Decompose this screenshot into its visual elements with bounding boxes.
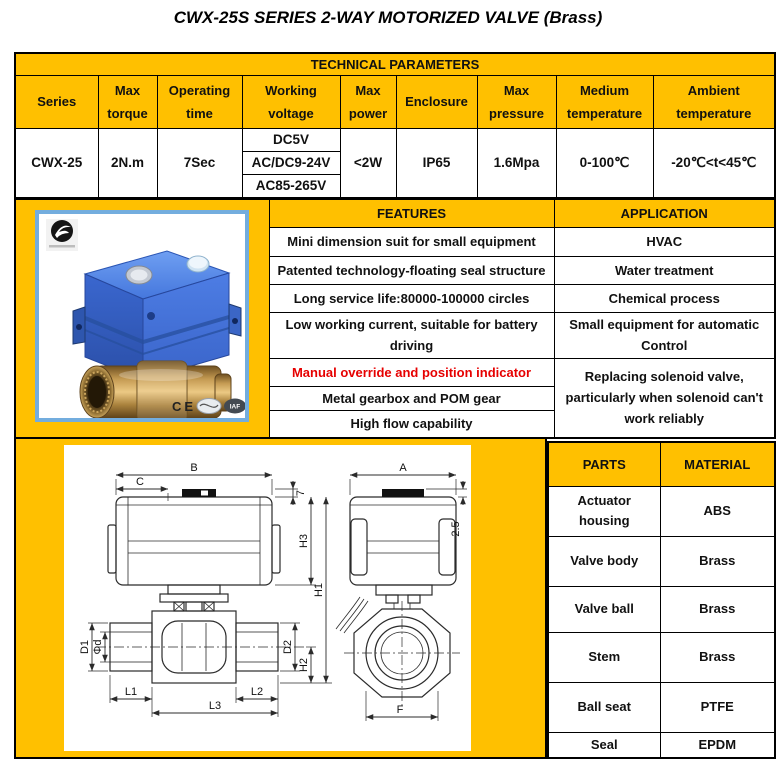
- technical-parameters-table: [14, 52, 776, 199]
- product-photo-cell: [15, 199, 269, 438]
- dim-label-c: C: [136, 476, 144, 488]
- material-cell: ABS: [660, 486, 775, 536]
- part-cell: Stem: [548, 632, 660, 682]
- dim-label-h2: H2: [298, 657, 310, 673]
- col-header-series: Series: [15, 75, 98, 128]
- col-header-max-pressure: Max pressure: [477, 75, 556, 128]
- dim-label-7: 7: [295, 489, 307, 497]
- material-cell: Brass: [660, 632, 775, 682]
- part-cell: Ball seat: [548, 682, 660, 732]
- material-cell: EPDM: [660, 732, 775, 758]
- material-cell: PTFE: [660, 682, 775, 732]
- dim-label-2-5: 2.5: [450, 521, 462, 537]
- brand-logo-icon: [46, 219, 78, 251]
- features-header: FEATURES: [269, 199, 554, 227]
- cell-operating-time: 7Sec: [157, 128, 242, 198]
- material-header: MATERIAL: [660, 442, 775, 486]
- col-header-working-voltage: Working voltage: [242, 75, 340, 128]
- parts-header: PARTS: [548, 442, 660, 486]
- iaf-mark-label: IAF: [230, 403, 241, 411]
- dim-label-a: A: [399, 462, 407, 474]
- tech-params-header: TECHNICAL PARAMETERS: [15, 53, 775, 75]
- col-header-max-power: Max power: [340, 75, 396, 128]
- cell-ambient-temperature: -20℃<t<45℃: [653, 128, 775, 198]
- dim-label-l3: L3: [208, 700, 222, 712]
- dim-label-l1: L1: [124, 686, 138, 698]
- valve-photo-graphic: [39, 214, 245, 418]
- dim-label-b: B: [190, 462, 198, 474]
- cell-voltage-acdc9-24v: AC/DC9-24V: [242, 151, 340, 174]
- application-cell: Water treatment: [554, 256, 775, 284]
- part-cell: Seal: [548, 732, 660, 758]
- application-header: APPLICATION: [554, 199, 775, 227]
- feature-cell-highlighted: Manual override and position indicator: [269, 358, 554, 386]
- feature-cell: Patented technology-floating seal structure: [269, 256, 554, 284]
- application-cell: Small equipment for automatic Control: [554, 312, 775, 358]
- product-photo: [35, 210, 249, 422]
- dim-label-h1: H1: [313, 582, 325, 598]
- cert-oval-icon: [197, 399, 221, 414]
- cell-max-torque: 2N.m: [98, 128, 157, 198]
- cell-series: CWX-25: [15, 128, 98, 198]
- dimension-drawing-svg: [64, 445, 471, 747]
- application-cell: HVAC: [554, 227, 775, 256]
- cell-max-pressure: 1.6Mpa: [477, 128, 556, 198]
- col-header-operating-time: Operating time: [157, 75, 242, 128]
- col-header-enclosure: Enclosure: [396, 75, 477, 128]
- dim-label-l2: L2: [250, 686, 264, 698]
- application-cell: Replacing solenoid valve, particularly when solenoid can't work reliably: [554, 358, 775, 438]
- application-cell: Chemical process: [554, 284, 775, 312]
- side-view: [336, 462, 467, 721]
- col-header-max-torque: Max torque: [98, 75, 157, 128]
- part-cell: Valve ball: [548, 586, 660, 632]
- part-cell: Actuator housing: [548, 486, 660, 536]
- certification-marks: [172, 399, 245, 415]
- dim-label-d1: D1: [79, 639, 91, 655]
- material-cell: Brass: [660, 586, 775, 632]
- feature-cell: High flow capability: [269, 410, 554, 438]
- feature-cell: Low working current, suitable for battery driving: [269, 312, 554, 358]
- cell-medium-temperature: 0-100℃: [556, 128, 653, 198]
- cell-max-power: <2W: [340, 128, 396, 198]
- ce-mark: CE: [172, 399, 197, 414]
- parts-material-table: [547, 441, 776, 759]
- feature-cell: Metal gearbox and POM gear: [269, 386, 554, 410]
- iaf-mark: [224, 399, 245, 414]
- cell-enclosure: IP65: [396, 128, 477, 198]
- cell-voltage-ac85-265v: AC85-265V: [242, 174, 340, 198]
- dimension-drawing: [64, 445, 471, 751]
- dim-label-h3: H3: [298, 533, 310, 549]
- feature-cell: Mini dimension suit for small equipment: [269, 227, 554, 256]
- col-header-medium-temperature: Medium temperature: [556, 75, 653, 128]
- cell-voltage-dc5v: DC5V: [242, 128, 340, 151]
- page-title: CWX-25S SERIES 2-WAY MOTORIZED VALVE (Brass): [173, 8, 603, 27]
- dim-label-phi-d: Φd: [92, 639, 104, 655]
- features-application-table: [14, 198, 776, 439]
- material-cell: Brass: [660, 536, 775, 586]
- dimension-drawing-cell: [14, 437, 547, 759]
- part-cell: Valve body: [548, 536, 660, 586]
- front-view: [79, 462, 332, 717]
- feature-cell: Long service life:80000-100000 circles: [269, 284, 554, 312]
- dim-label-f: F: [396, 704, 404, 716]
- col-header-ambient-temperature: Ambient temperature: [653, 75, 775, 128]
- dim-label-d2: D2: [282, 639, 294, 655]
